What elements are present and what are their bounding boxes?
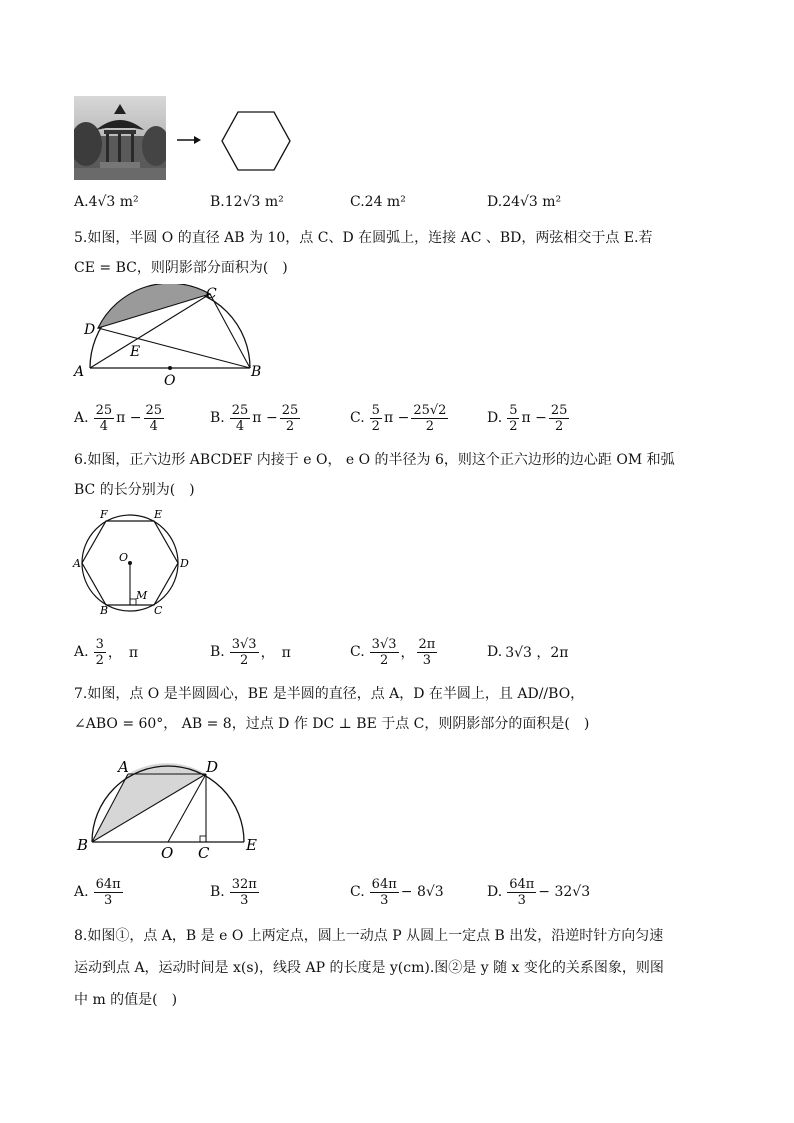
q4-option-c[interactable]: C. 24 m² bbox=[350, 194, 406, 210]
q7-option-c[interactable]: C. $\frac{64\pi}{3}$ − 8√3 bbox=[350, 876, 444, 908]
q6-option-d[interactable]: D. 3√3 ，2π bbox=[487, 644, 569, 661]
hexagon-figure bbox=[220, 110, 292, 176]
q7-option-d[interactable]: D. $\frac{64\pi}{3}$ − 32√3 bbox=[487, 876, 591, 908]
q6-label-B: B bbox=[100, 604, 109, 617]
q6-option-c[interactable]: C. $\frac{3√3}{2}$ ， $\frac{2\pi}{3}$ bbox=[350, 636, 436, 668]
q5-option-d[interactable]: D. $\frac{5}{2}$ π − $\frac{25}{2}$ bbox=[487, 402, 568, 434]
q6-option-b[interactable]: B. $\frac{3√3}{2}$ ， π bbox=[210, 636, 291, 668]
q4-option-c-value: 24 m² bbox=[364, 194, 406, 210]
q7-label-A: A bbox=[118, 758, 129, 776]
q8-stem-line3: 中 m 的值是( ) bbox=[74, 992, 178, 1008]
q4-option-b[interactable]: B. 12√3 m² bbox=[210, 194, 284, 210]
q6-figure bbox=[70, 508, 200, 622]
q7-option-b[interactable]: B. $\frac{32\pi}{3}$ bbox=[210, 876, 257, 908]
q6-label-M: M bbox=[136, 589, 148, 602]
q4-option-a-value: 4√3 m² bbox=[88, 194, 139, 210]
q7-label-B: B bbox=[77, 836, 89, 854]
q6-label-D: D bbox=[180, 557, 189, 570]
q6-label-E: E bbox=[154, 508, 163, 521]
q5-option-b[interactable]: B. $\frac{25}{4}$ π − $\frac{25}{2}$ bbox=[210, 402, 299, 434]
q5-label-B: B bbox=[251, 364, 262, 380]
q7-stem-line2: ∠ABO = 60°， AB = 8，过点 D 作 DC ⊥ BE 于点 C，则阴影部分的面积是( ) bbox=[74, 716, 590, 732]
pavilion-photo bbox=[74, 96, 166, 180]
q7-label-C: C bbox=[198, 844, 210, 862]
q4-option-d-value: 24√3 m² bbox=[502, 194, 562, 210]
q7-figure bbox=[72, 756, 272, 870]
q5-stem-line1: 5.如图，半圆 O 的直径 AB 为 10，点 C、D 在圆弧上，连接 AC 、BD，两弦相交于点 E.若 bbox=[74, 230, 653, 246]
q7-stem-line1: 7.如图，点 O 是半圆圆心，BE 是半圆的直径，点 A，D 在半圆上，且 AD//BO， bbox=[74, 686, 585, 702]
q8-stem-line1: 8.如图①，点 A，B 是 e O 上两定点，圆上一动点 P 从圆上一定点 B 出发，沿逆时针方向匀速 bbox=[74, 928, 664, 944]
q6-stem-line1: 6.如图，正六边形 ABCDEF 内接于 e O， e O 的半径为 6，则这个正六边形的边心距 OM 和弧 bbox=[74, 452, 675, 468]
q6-label-F: F bbox=[100, 508, 108, 521]
q6-label-C: C bbox=[154, 604, 163, 617]
q6-option-a[interactable]: A. $\frac{3}{2}$ ， π bbox=[74, 636, 139, 668]
q6-label-A: A bbox=[73, 557, 81, 570]
q7-label-E: E bbox=[246, 836, 257, 854]
q5-label-D: D bbox=[84, 322, 96, 338]
q6-stem-line2: BC 的长分别为( ) bbox=[74, 482, 195, 498]
q5-option-a[interactable]: A. $\frac{25}{4}$ π − $\frac{25}{4}$ bbox=[74, 402, 163, 434]
q7-option-a[interactable]: A. $\frac{64\pi}{3}$ bbox=[74, 876, 121, 908]
q5-stem-line2: CE = BC，则阴影部分面积为( ) bbox=[74, 260, 288, 276]
q7-label-D: D bbox=[206, 758, 219, 776]
q7-label-O: O bbox=[161, 844, 174, 862]
arrow-right-icon bbox=[176, 134, 202, 150]
q8-stem-line2: 运动到点 A，运动时间是 x(s)，线段 AP 的长度是 y(cm).图②是 y 随 x 变化的关系图象，则图 bbox=[74, 960, 664, 976]
q5-label-E: E bbox=[130, 344, 141, 360]
q4-option-b-value: 12√3 m² bbox=[224, 194, 284, 210]
q5-label-A: A bbox=[74, 364, 85, 380]
q5-option-c[interactable]: C. $\frac{5}{2}$ π − $\frac{25√2}{2}$ bbox=[350, 402, 447, 434]
q6-label-O: O bbox=[119, 551, 129, 564]
q4-option-d[interactable]: D. 24√3 m² bbox=[487, 194, 562, 210]
q5-figure bbox=[70, 284, 270, 392]
q5-label-C: C bbox=[206, 286, 217, 302]
q4-option-a[interactable]: A. 4√3 m² bbox=[74, 194, 139, 210]
q5-label-O: O bbox=[164, 373, 176, 388]
